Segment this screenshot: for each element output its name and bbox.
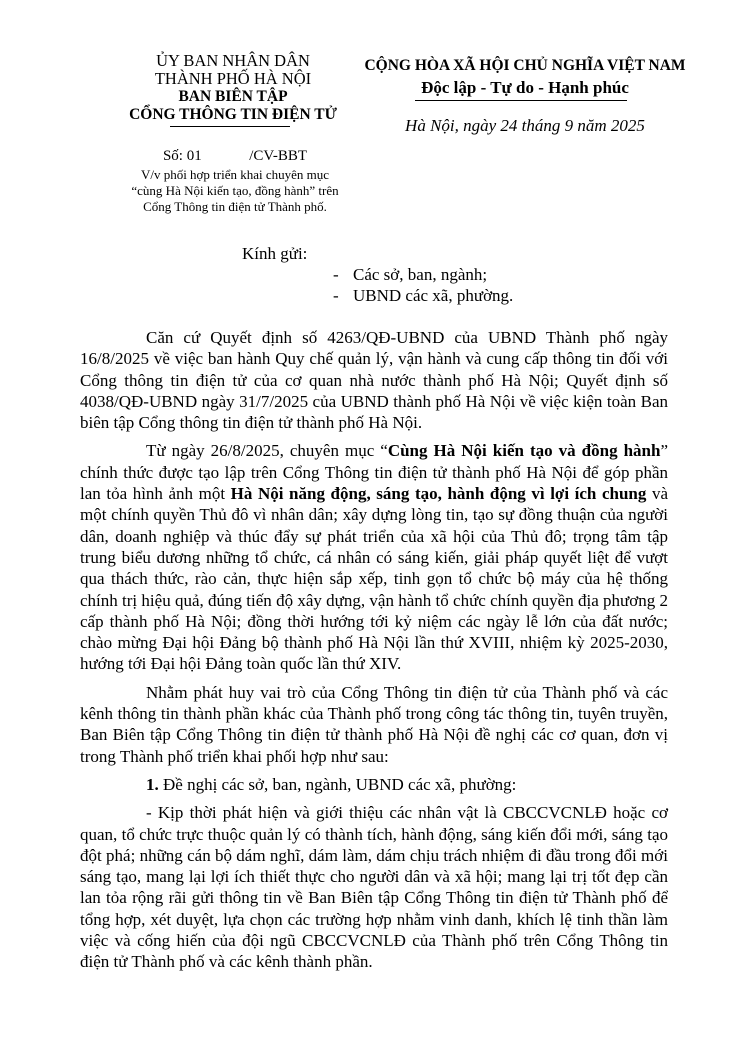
paragraph-section-1 (80, 774, 668, 795)
paragraph-request: Nhằm phát huy vai trò của Cổng Thông tin điện tử của Thành phố và các kênh thông tin thành phần khác của Thành phố trong công tác thông tin, tuyên truyền, Ban Biên tập Cổng Thông tin điện tử thành phố Hà Nội đề nghị các cơ quan, đơn vị trong Thành phố triển khai phối hợp như sau: (80, 682, 668, 766)
document-number-code: /CV-BBT (249, 148, 308, 164)
paragraph-introduction (80, 440, 668, 674)
recipient-text: UBND các xã, phường. (353, 286, 514, 305)
document-subject (80, 167, 390, 215)
recipient-item (333, 285, 513, 306)
paragraph-legal-basis: Căn cứ Quyết định số 4263/QĐ-UBND của UBND Thành phố ngày 16/8/2025 về việc ban hành Quy chế quản lý, vận hành và cung cấp thông tin đối với Cổng thông tin điện tử của cơ quan nhà nước thành phố Hà Nội; Quyết định số 4038/QĐ-UBND ngày 31/7/2025 của UBND thành phố Hà Nội về việc kiện toàn Ban biên tập Cổng thông tin điện tử thành phố Hà Nội. (80, 328, 668, 433)
subject-line-2: “cùng Hà Nội kiến tạo, đồng hành” trên (131, 183, 339, 198)
p2-text-c: ” chính thức được tạo lập trên Cổng Thông tin điện tử thành phố Hà Nội để góp phần lan tỏa hình ảnh một (80, 441, 668, 504)
column-name: Cùng Hà Nội kiến tạo và đồng hành (387, 441, 661, 461)
section-number: 1. (146, 774, 159, 794)
subject-line-1: V/v phối hợp triển khai chuyên mục (140, 167, 330, 182)
paragraph-task-1: - Kịp thời phát hiện và giới thiệu các nhân vật là CBCCVCNLĐ hoặc cơ quan, tổ chức trực thuộc quản lý có thành tích, hành động, sáng kiến đổi mới, sáng tạo đột phá; những cán bộ dám nghĩ, dám làm, dám chịu trách nhiệm đi đầu trong đổi mới sáng tạo, mang lại lợi ích thiết thực cho người dân và xã hội; mang lại trị tốt đẹp cần lan tỏa rộng rãi gửi thông tin về Ban Biên tập Cổng Thông tin điện tử Thành phố để tổng hợp, xét duyệt, lựa chọn các trường hợp nhằm vinh danh, khích lệ tinh thần làm việc và cống hiến của đội ngũ CBCCVCNLĐ của Thành phố trên Cổng Thông tin điện tử Thành phố và các kênh thành phần. (80, 803, 668, 972)
section-title: Đề nghị các sở, ban, ngành, UBND các xã, phường: (158, 774, 517, 794)
recipient-text: Các sở, ban, ngành; (353, 265, 488, 284)
p2-text-a: Từ ngày 26/8/2025, chuyên mục “ (146, 441, 388, 461)
document-number (80, 147, 390, 165)
document-date: Hà Nội, ngày 24 tháng 9 năm 2025 (405, 116, 645, 135)
subject-line-3: Cổng Thông tin điện tử Thành phố. (143, 199, 327, 214)
issuer-line-3: BAN BIÊN TẬP (178, 88, 288, 105)
recipient-list (333, 264, 513, 306)
country-name: CỘNG HÒA XÃ HỘI CHỦ NGHĨA VIỆT NAM (364, 57, 686, 74)
recipient-dash: - (333, 286, 339, 305)
issuer-line-4: CỔNG THÔNG TIN ĐIỆN TỬ (129, 106, 337, 123)
recipient-dash: - (333, 265, 339, 284)
issuer-underline (170, 126, 290, 127)
document-body (80, 327, 668, 980)
issuer-block (78, 52, 388, 124)
recipient-item (333, 264, 513, 285)
motto: Độc lập - Tự do - Hạnh phúc (421, 78, 629, 97)
motto-underline (415, 100, 627, 101)
slogan: Hà Nội năng động, sáng tạo, hành động vì lợi ích chung (230, 484, 647, 504)
document-number-label: Số: 01 (162, 148, 202, 164)
issuer-line-2: THÀNH PHỐ HÀ NỘI (154, 69, 312, 88)
national-motto-block (360, 55, 690, 99)
issuer-line-1: ỦY BAN NHÂN DÂN (156, 51, 310, 70)
greeting: Kính gửi: (242, 244, 308, 263)
p2-text-e: và một chính quyền Thủ đô vì nhân dân; xây dựng lòng tin, tạo sự đồng thuận của người dân, doanh nghiệp và thúc đẩy sự phát triển của xã hội của Thủ đô; trọng tâm tập trung biểu dương những tổ chức, cá nhân có sáng kiến, giải pháp quyết liệt để vượt qua thách thức, rào cản, thực hiện sắp xếp, tinh gọn tổ chức bộ máy của hệ thống chính trị hiệu quả, đúng tiến độ xây dựng, vận hành tổ chức chính quyền địa phương 2 cấp thành phố Hà Nội; đồng thời hướng tới kỷ niệm các ngày lễ lớn của đất nước; chào mừng Đại hội Đảng bộ thành phố Hà Nội lần thứ XVIII, nhiệm kỳ 2025-2030, hướng tới Đại hội Đảng toàn quốc lần thứ XIV. (80, 484, 668, 674)
